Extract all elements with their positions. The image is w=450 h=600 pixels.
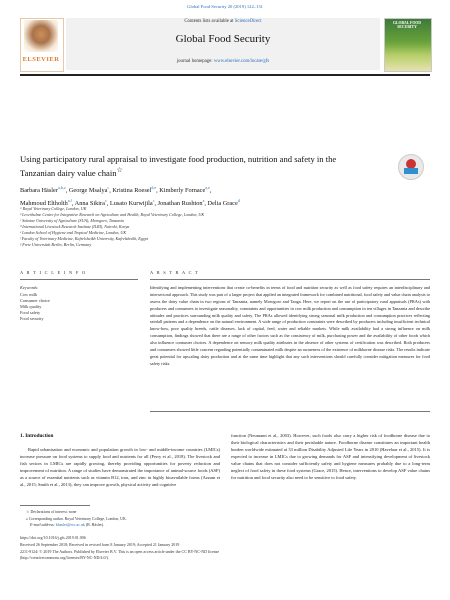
author-affil-sup[interactable]: a,f <box>67 197 72 203</box>
author-name[interactable]: Barbara Häsler <box>20 187 58 195</box>
article-title <box>20 154 350 179</box>
body-paragraph: Rapid urbanisation and economic and population growth in low- and middle-income countries (LMICs) increase pressure on food systems to supply food and nutrients for all (Perry et al., 2018). The livestock and fish sectors in LMICs are rapidly growing, thereby providing opportunities for poverty reduction and improvement of nutrition. A range of studies have demonstrated the importance of animal-source foods (ASF) as a source of essential nutrients such as vitamin B12, iron, and zinc in highly bioavailable forms (Azzam et al., 2015; Smith et al., 2013); they can improve growth, physical activity and cognitive <box>20 447 220 487</box>
author-affil-sup[interactable]: d <box>237 197 240 203</box>
keyword: Food safety <box>20 310 41 315</box>
abstract-top-rule <box>150 279 430 280</box>
affiliation: ᵍ Freie Universität Berlin, Berlin, Germany <box>20 242 92 247</box>
author-affil-sup[interactable]: a <box>202 197 205 203</box>
footnote-divider <box>20 505 90 506</box>
author-affil-sup[interactable]: c <box>104 197 107 203</box>
title-note-mark[interactable]: ☆ <box>116 166 123 175</box>
cover-label: GLOBAL FOOD SECURITY <box>393 21 421 29</box>
email-suffix: (B. Häsler). <box>84 523 105 527</box>
abstract-bottom-rule <box>150 411 430 412</box>
keywords-label: Keywords: <box>20 285 39 290</box>
contents-prefix: Contents lists available at <box>184 19 235 24</box>
affiliation: ᵃ Royal Veterinary College, London, UK <box>20 206 87 211</box>
received-dates: Received 26 September 2018; Received in revised form 8 January 2019; Accepted 21 January 2019 <box>20 542 180 547</box>
author-affil-sup[interactable]: a,b,⁎ <box>57 185 66 190</box>
author-affil-sup[interactable]: d,e <box>151 185 157 190</box>
affiliation: ᵇ Leverhulme Centre for Integrative Research on Agriculture and Health, Royal Veterinary College, London, UK <box>20 212 205 217</box>
author-name[interactable]: , Lusato Kurwijila <box>106 199 153 207</box>
author-name[interactable]: , Jonathan Rushton <box>154 199 203 207</box>
footnote-corresponding-author: ⁎ Corresponding author. Royal Veterinary College, London, UK. <box>26 517 127 521</box>
license-line: 2211-9124/ © 2019 The Authors. Published by Elsevier B.V. This is an open access article under the CC BY-NC-ND license <box>20 549 220 554</box>
body-left-column <box>20 447 220 489</box>
affiliation: ᶠ Faculty of Veterinary Medicine, Kafrelsheikh University, Kafrelsheikh, Egypt <box>20 236 148 241</box>
footnote-email-line <box>30 523 104 528</box>
keyword: Consumer choice <box>20 298 50 303</box>
body-right-column <box>231 433 430 482</box>
email-label: E-mail address: <box>30 523 56 527</box>
journal-reference[interactable]: Global Food Security 20 (2019) 122–131 <box>187 4 263 9</box>
author-line-1 <box>20 183 430 196</box>
homepage-prefix: journal homepage: <box>176 59 214 64</box>
author-separator: , <box>209 187 212 195</box>
doi-link[interactable]: https://doi.org/10.1016/j.gfs.2019.01.006 <box>20 535 86 540</box>
article-title-text: Using participatory rural appraisal to investigate food production, nutrition and safety in the Tanzanian dairy value chain <box>20 154 337 179</box>
contents-line <box>66 19 380 24</box>
affiliation: ᶜ Sokoine University of Agriculture (SUA), Morogoro, Tanzania <box>20 218 124 223</box>
section-heading-introduction: 1. Introduction <box>20 433 54 439</box>
author-name[interactable]: , Kimberly Fornace <box>156 187 206 195</box>
body-paragraph: function (Neumann et al., 2003). However, such foods also carry a higher risk of foodborne disease due to their biological characteristics and their perishable nature. Foodborne disease constitutes an important health burden worldwide estimated at 33 million Disability Adjusted Life Years in 2010 (Havelaar et al., 2015). It is expected to increase in LMICs due to growing demands for ASF and intensifying development of livestock value chains that does not consider sufficiently safety and hygiene measures probably due to a long-term neglect of food safety in these food systems (Grace, 2015). Hence, interventions to develop ASF value chains for nutrition and food security also need to be sensitive to food safety. <box>231 433 430 480</box>
license-url[interactable]: (http://creativecommons.org/licenses/BY-NC-ND/4.0/). <box>20 555 109 560</box>
author-name[interactable]: , Kristina Roesel <box>109 187 152 195</box>
article-info-heading: A R T I C L E I N F O <box>20 270 87 275</box>
email-link[interactable]: bhasler@rvc.ac.uk <box>55 523 85 527</box>
keyword: Food security <box>20 316 44 321</box>
affiliation: ᵈ International Livestock Research Institute (ILRI), Nairobi, Kenya <box>20 224 130 229</box>
keyword: Milk quality <box>20 304 42 309</box>
author-affil-sup[interactable]: a,e <box>205 185 210 190</box>
abstract-text: Identifying and implementing interventions that create co-benefits in terms of food and nutrition security as well as food safety requires an interdisciplinary and intersectoral approach. This study was part of a larger project that applied an integrated framework for combined nutritional, food safety and value chain analysis to assess the dairy value chain in two regions of Tanzania, namely Morogoro and Tanga. Here, we report on the use of participatory rural appraisals (PRAs) with producers and consumers to investigate seasonality, constraints and opportunities in cow milk production and consumption in ten villages in Tanzania and describe attitudes and practices surrounding milk quality and safety. The PRAs allowed identifying strong seasonal milk production and consumption practices reflecting rainfall patterns and a dependence on the natural environment. A wide range of production constraints were described by producers including insufficient technical know-how, poor quality breeds, cattle diseases, lack of capital, feed, water and reliable markets. While milk availability had a strong influence on milk consumption, findings showed that there are a range of other factors such as the consistency of milk, purchasing power and the availability of other foods which also influence consumer choices. A dependence on sensory milk quality attributes in the absence of other systems of certification was described. Both producers and consumers showed little concern regarding potentially contaminated milk despite an awareness of the existence of milkborne disease risks. The results indicate great potential for upscaling dairy production and at the same time highlight that any such interventions should carefully consider mitigation measures for food safety risks. <box>150 285 430 366</box>
crossmark-icon[interactable] <box>398 154 424 180</box>
author-name[interactable]: , George Msalya <box>65 187 108 195</box>
homepage-line <box>66 59 380 64</box>
journal-title: Global Food Security <box>175 33 271 45</box>
keyword: Cow milk <box>20 292 38 297</box>
author-name[interactable]: , Delia Grace <box>204 199 238 207</box>
author-name[interactable]: Mahmoud Eltholth <box>20 199 68 207</box>
homepage-link[interactable]: www.elsevier.com/locate/gfs <box>213 59 270 64</box>
header-divider <box>20 74 430 76</box>
article-info-rule <box>20 279 138 280</box>
author-name[interactable]: , Anna Sikira <box>71 199 105 207</box>
abstract-heading: A B S T R A C T <box>150 270 200 275</box>
affiliation: ᵉ London School of Hygiene and Tropical Medicine, London, UK <box>20 230 127 235</box>
sciencedirect-link[interactable]: ScienceDirect <box>234 19 262 24</box>
footnote-declarations: ☆ Declarations of interest: none <box>26 510 77 514</box>
elsevier-tree-icon <box>24 20 58 52</box>
author-affil-sup[interactable]: c <box>152 197 155 203</box>
publisher-name: ELSEVIER <box>22 56 60 63</box>
author-list <box>20 183 430 208</box>
author-affil-sup[interactable]: c <box>107 185 110 190</box>
